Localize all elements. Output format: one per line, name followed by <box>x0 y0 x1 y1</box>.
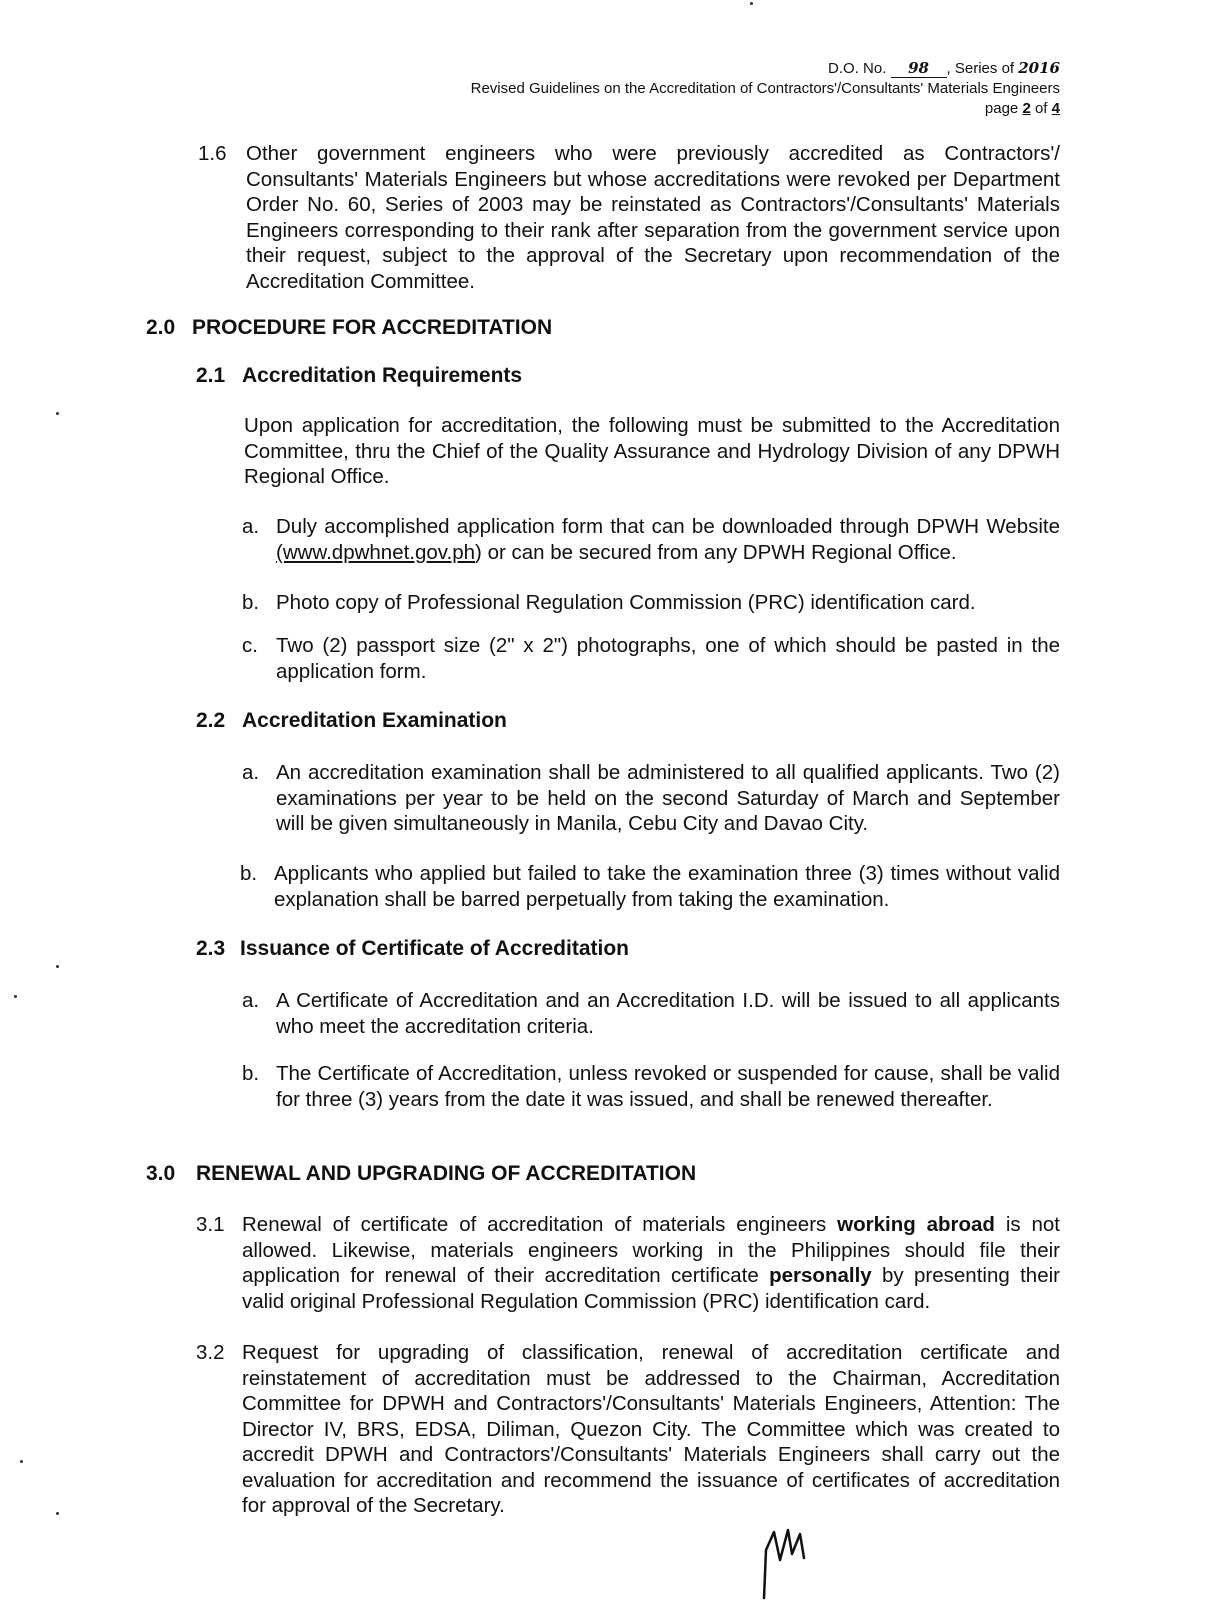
item-2-1-a-text: Duly accomplished application form that can be downloaded through DPWH Website (www.dpwhnet.gov.ph) or can be secured from any DPWH Regional Office. <box>276 515 1060 564</box>
item-2-2-a-text: An accreditation examination shall be administered to all qualified applicants. Two (2) examinations per year to be held on the second Saturday of March and September will be given simultaneously in Manila, Cebu City and Davao City. <box>276 761 1060 835</box>
scan-speck <box>56 412 59 415</box>
scan-speck <box>56 965 59 968</box>
section-3-0-number: 3.0 <box>146 1162 176 1185</box>
section-2-0-title: PROCEDURE FOR ACCREDITATION <box>192 316 553 339</box>
scan-speck <box>56 1512 59 1515</box>
item-2-1-c-label: c. <box>242 634 258 657</box>
scan-speck <box>20 1460 23 1463</box>
item-2-1-c-text: Two (2) passport size (2" x 2") photographs, one of which should be pasted in the application form. <box>276 634 1060 683</box>
page-total: 4 <box>1051 100 1060 117</box>
item-2-1-b-text: Photo copy of Professional Regulation Commission (PRC) identification card. <box>276 591 976 614</box>
document-subtitle: Revised Guidelines on the Accreditation of Contractors'/Consultants' Materials Engineers <box>470 80 1060 97</box>
section-3-0-title: RENEWAL AND UPGRADING OF ACCREDITATION <box>196 1162 697 1185</box>
section-3-2-number: 3.2 <box>196 1341 225 1364</box>
item-2-2-a-label: a. <box>242 761 260 784</box>
section-2-1-intro: Upon application for accreditation, the following must be submitted to the Accreditation Committee, thru the Chief of the Quality Assurance and Hydrology Division of any DPWH Regional Office. <box>244 414 1060 488</box>
section-2-3-number: 2.3 <box>196 937 226 960</box>
section-3-1-text: Renewal of certificate of accreditation of materials engineers working abroad is not allowed. Likewise, materials engineers working in the Philippines should file their application for renewal of their accreditation certificate personally by presenting their valid original Professional Regulation Commission (PRC) identification card. <box>242 1213 1061 1313</box>
series-value: 2016 <box>1018 59 1060 77</box>
page-number: page 2 of 4 <box>984 100 1060 117</box>
item-2-3-a-text: A Certificate of Accreditation and an Accreditation I.D. will be issued to all applicants who meet the accreditation criteria. <box>276 989 1060 1038</box>
dpwh-website-link[interactable]: (www.dpwhnet.gov.ph <box>276 540 476 564</box>
item-2-3-a-label: a. <box>242 989 260 1012</box>
section-2-1-title: Accreditation Requirements <box>242 364 523 387</box>
section-1-6-text: Other government engineers who were previously accredited as Contractors'/ Consultants' Materials Engineers but whose accreditations were revoked per Department Order No. 60, Series of 2003 may be reinstated as Contractors'/Consultants' Materials Engineers corresponding to their rank after separation from the government service upon their request, subject to the approval of the Secretary upon recommendation of the Accreditation Committee. <box>246 142 1060 293</box>
item-2-1-a-label: a. <box>242 515 260 538</box>
section-3-2-text: Request for upgrading of classification, renewal of accreditation certificate and reinstatement of accreditation must be addressed to the Chairman, Accreditation Committee for DPWH and Contractors'/Consultants' Materials Engineers, Attention: The Director IV, BRS, EDSA, Diliman, Quezon City. The Committee which was created to accredit DPWH and Contractors'/Consultants' Materials Engineers shall carry out the evaluation for accreditation and recommend the issuance of certificates of accreditation for approval of the Secretary. <box>242 1341 1060 1517</box>
emphasis-working-abroad: working abroad <box>837 1213 995 1236</box>
item-2-1-b-label: b. <box>242 591 260 614</box>
section-2-2-number: 2.2 <box>196 709 226 732</box>
department-order-line <box>471 58 1060 79</box>
scan-speck <box>14 995 17 998</box>
section-3-1-number: 3.1 <box>196 1213 225 1236</box>
handwritten-initials <box>760 1520 820 1600</box>
page-current: 2 <box>1022 100 1031 117</box>
do-no-label: D.O. No. <box>828 60 887 77</box>
do-no-value: 98 <box>891 59 947 78</box>
section-2-3-title: Issuance of Certificate of Accreditation <box>240 937 629 960</box>
item-2-2-b-label: b. <box>240 862 258 885</box>
section-2-0-number: 2.0 <box>146 316 176 339</box>
item-2-3-b-label: b. <box>242 1062 260 1085</box>
emphasis-personally: personally <box>769 1264 872 1287</box>
page-header <box>471 58 1060 119</box>
section-1-6-number: 1.6 <box>198 142 227 165</box>
section-2-1-number: 2.1 <box>196 364 226 387</box>
section-2-2-title: Accreditation Examination <box>242 709 507 732</box>
series-label: , Series of <box>946 60 1015 77</box>
item-2-2-b-text: Applicants who applied but failed to take the examination three (3) times without valid explanation shall be barred perpetually from taking the examination. <box>274 862 1060 911</box>
scan-speck <box>750 2 753 5</box>
item-2-3-b-text: The Certificate of Accreditation, unless revoked or suspended for cause, shall be valid for three (3) years from the date it was issued, and shall be renewed thereafter. <box>276 1062 1060 1111</box>
